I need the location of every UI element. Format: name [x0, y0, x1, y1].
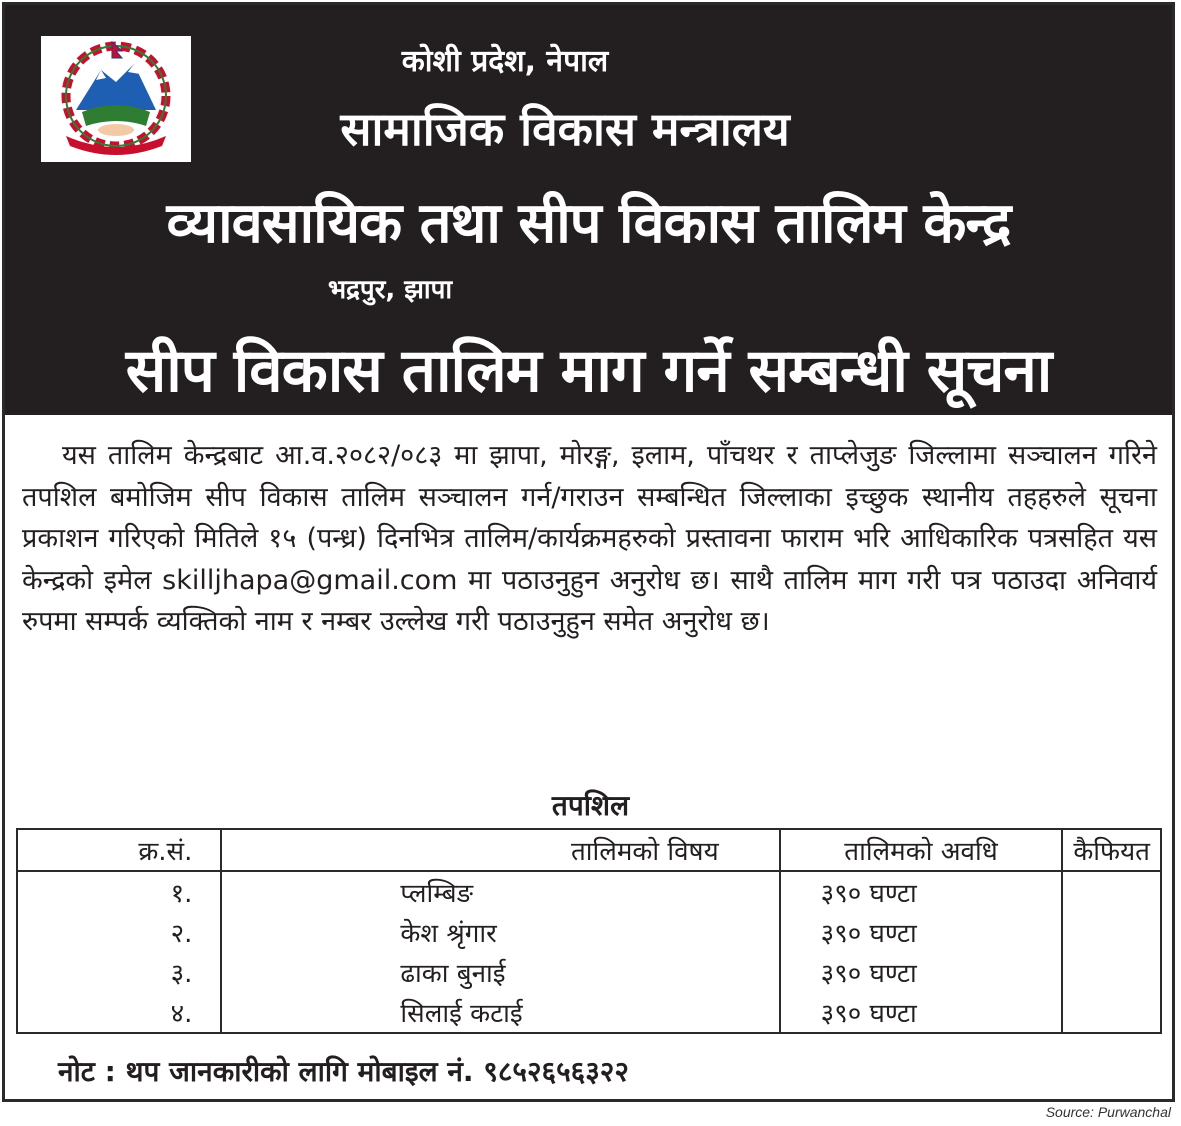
column-header-subject: तालिमको विषय — [221, 829, 779, 871]
table-row — [17, 871, 1161, 912]
paragraph-text: यस तालिम केन्द्रबाट आ.व.२०८२/०८३ मा झापा, मोरङ्ग, इलाम, पाँचथर र ताप्लेजुङ जिल्लामा सञ्चालन गरिने तपशिल बमोजिम सीप विकास तालिम सञ्चालन गर्न/गराउन सम्बन्धित जिल्लाका इच्छुक स्थानीय तहहरुले सूचना प्रकाशन गरिएको मितिले १५ (पन्ध्र) दिनभित्र तालिम/कार्यक्रमहरुको प्रस्तावना फाराम भरि आधिकारिक पत्रसहित यस केन्द्रको इमेल skilljhapa@gmail.com मा पठाउनुहुन अनुरोध छ। साथै तालिम माग गरी पत्र पठाउदा अनिवार्य रुपमा सम्पर्क व्यक्तिको नाम र नम्बर उल्लेख गरी पठाउनुहुन समेत अनुरोध छ। — [22, 440, 1157, 637]
cell-remarks — [1062, 912, 1161, 952]
cell-sn: ४. — [17, 992, 221, 1033]
cell-remarks — [1062, 992, 1161, 1033]
notice-title: सीप विकास तालिम माग गर्ने सम्बन्धी सूचना — [125, 336, 1052, 406]
source-credit: Source: Purwanchal — [1045, 1104, 1171, 1120]
cell-subject: सिलाई कटाई — [221, 992, 779, 1033]
footer-note: नोट : थप जानकारीको लागि मोबाइल नं. ९८५२६५६३२२ — [58, 1055, 629, 1088]
cell-subject: ढाका बुनाई — [221, 952, 779, 992]
notice-paragraph — [22, 435, 1157, 643]
cell-sn: २. — [17, 912, 221, 952]
cell-remarks — [1062, 871, 1161, 912]
ministry-heading: सामाजिक विकास मन्त्रालय — [340, 102, 790, 156]
cell-duration: ३९० घण्टा — [780, 912, 1063, 952]
column-header-duration: तालिमको अवधि — [780, 829, 1063, 871]
province-heading: कोशी प्रदेश, नेपाल — [401, 44, 609, 79]
table-row — [17, 912, 1161, 952]
column-header-sn: क्र.सं. — [17, 829, 221, 871]
schedule-title: तपशिल — [551, 789, 630, 822]
location-heading: भद्रपुर, झापा — [327, 275, 453, 305]
cell-duration: ३९० घण्टा — [780, 952, 1063, 992]
table-header-row — [17, 829, 1161, 871]
table-row — [17, 992, 1161, 1033]
column-header-remarks: कैफियत — [1062, 829, 1161, 871]
schedule-table — [16, 828, 1162, 1034]
nepal-emblem-icon — [41, 36, 191, 162]
cell-duration: ३९० घण्टा — [780, 992, 1063, 1033]
table-row — [17, 952, 1161, 992]
cell-remarks — [1062, 952, 1161, 992]
cell-subject: प्लम्बिङ — [221, 871, 779, 912]
center-heading: व्यावसायिक तथा सीप विकास तालिम केन्द्र — [166, 191, 1011, 256]
cell-duration: ३९० घण्टा — [780, 871, 1063, 912]
cell-sn: १. — [17, 871, 221, 912]
cell-sn: ३. — [17, 952, 221, 992]
notice-header — [5, 5, 1172, 415]
cell-subject: केश श्रृंगार — [221, 912, 779, 952]
